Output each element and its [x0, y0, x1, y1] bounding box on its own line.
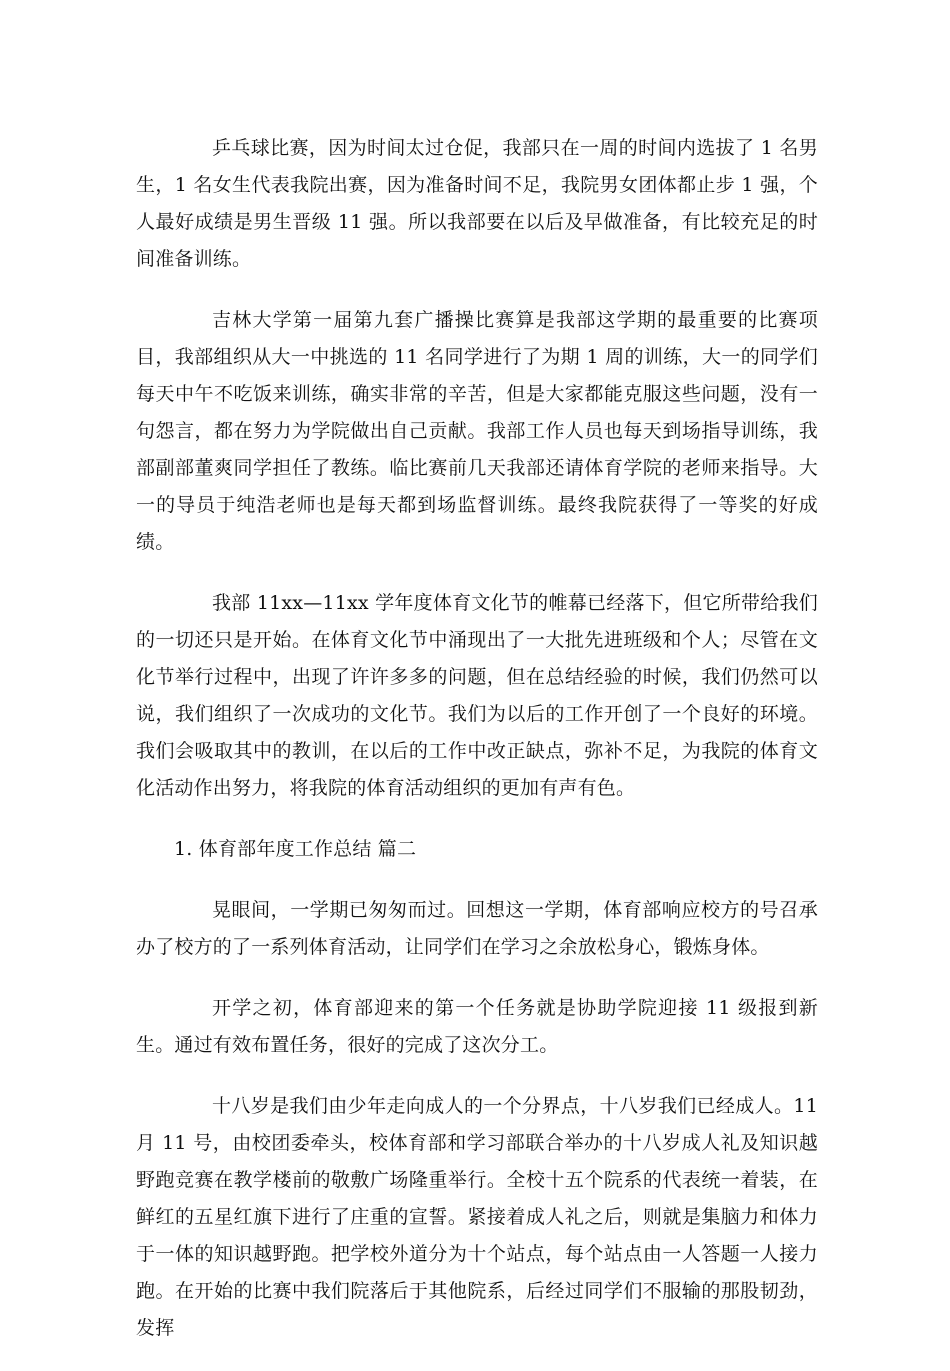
paragraph-broadcast-exercise: 吉林大学第一届第九套广播操比赛算是我部这学期的最重要的比赛项目，我部组织从大一中挑选的 11 名同学进行了为期 1 周的训练，大一的同学们每天中午不吃饭来训练，确实非常的辛苦，但是大家都能克服这些问题，没有一句怨言，都在努力为学院做出自己贡献。我部工作人员也每天到场指导训练，我部副部董爽同学担任了教练。临比赛前几天我部还请体育学院的老师来指导。大一的导员于纯浩老师也是每天都到场监督训练。最终我院获得了一等奖的好成绩。: [136, 309, 818, 553]
paragraph-sports-festival: 我部 11xx—11xx 学年度体育文化节的帷幕已经落下，但它所带给我们的一切还只是开始。在体育文化节中涌现出了一大批先进班级和个人；尽管在文化节举行过程中，出现了许许多多的问题，但在总结经验的时候，我们仍然可以说，我们组织了一次成功的文化节。我们为以后的工作开创了一个良好的环境。我们会吸取其中的教训，在以后的工作中改正缺点，弥补不足，为我院的体育文化活动作出努力，将我院的体育活动组织的更加有声有色。: [136, 592, 818, 799]
paragraph-freshmen: 开学之初，体育部迎来的第一个任务就是协助学院迎接 11 级报到新生。通过有效布置任务，很好的完成了这次分工。: [136, 997, 818, 1056]
paragraph-coming-of-age: 十八岁是我们由少年走向成人的一个分界点，十八岁我们已经成人。11 月 11 号，由校团委牵头，校体育部和学习部联合举办的十八岁成人礼及知识越野跑竞赛在教学楼前的敬敷广场隆重举行。全校十五个院系的代表统一着装，在鲜红的五星红旗下进行了庄重的宣誓。紧接着成人礼之后，则就是集脑力和体力于一体的知识越野跑。把学校外道分为十个站点，每个站点由一人答题一人接力跑。在开始的比赛中我们院落后于其他院系，后经过同学们不服输的那股韧劲，发挥: [136, 1095, 818, 1339]
paragraph-table-tennis: 乒乓球比赛，因为时间太过仓促，我部只在一周的时间内选拔了 1 名男生，1 名女生代表我院出赛，因为准备时间不足，我院男女团体都止步 1 强，个人最好成绩是男生晋级 11 强。所以我部要在以后及早做准备，有比较充足的时间准备训练。: [136, 137, 818, 270]
paragraph-semester-intro: 晃眼间，一学期已匆匆而过。回想这一学期，体育部响应校方的号召承办了校方的了一系列体育活动，让同学们在学习之余放松身心，锻炼身体。: [136, 899, 818, 958]
section-heading: 1. 体育部年度工作总结 篇二: [174, 838, 417, 860]
document-body: [136, 130, 818, 1371]
